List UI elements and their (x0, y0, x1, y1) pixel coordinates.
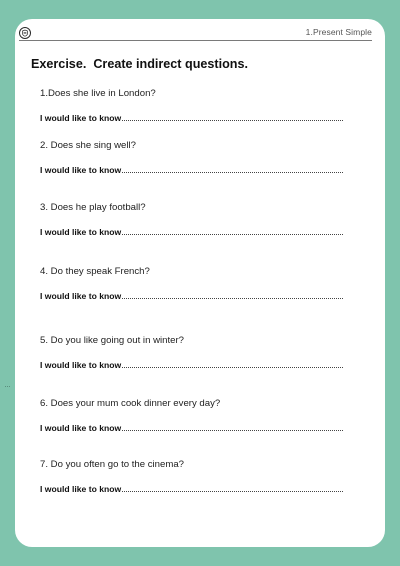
answer-prompt: I would like to know (40, 291, 122, 301)
answer-blank[interactable] (122, 298, 343, 299)
question-text: 2. Does she sing well? (40, 140, 136, 151)
question-text: 6. Does your mum cook dinner every day? (40, 398, 221, 409)
answer-line[interactable] (40, 421, 343, 433)
answer-blank[interactable] (122, 172, 343, 173)
topic-label: 1.Present Simple (305, 27, 372, 37)
worksheet-page (15, 19, 385, 547)
answer-prompt: I would like to know (40, 484, 122, 494)
question-text: 5. Do you like going out in winter? (40, 335, 184, 346)
answer-line[interactable] (40, 111, 343, 123)
question-text: 4. Do they speak French? (40, 266, 150, 277)
answer-prompt: I would like to know (40, 423, 122, 433)
answer-line[interactable] (40, 358, 343, 370)
side-mark (5, 386, 10, 387)
answer-blank[interactable] (122, 120, 343, 121)
answer-prompt: I would like to know (40, 227, 122, 237)
answer-line[interactable] (40, 225, 343, 237)
exercise-title: Exercise. Create indirect questions. (31, 57, 248, 71)
answer-prompt: I would like to know (40, 360, 122, 370)
question-text: 1.Does she live in London? (40, 88, 156, 99)
school-crest-icon (19, 27, 31, 39)
answer-blank[interactable] (122, 491, 343, 492)
answer-blank[interactable] (122, 367, 343, 368)
answer-blank[interactable] (122, 234, 343, 235)
answer-line[interactable] (40, 482, 343, 494)
answer-line[interactable] (40, 163, 343, 175)
answer-prompt: I would like to know (40, 165, 122, 175)
answer-blank[interactable] (122, 430, 343, 431)
question-text: 7. Do you often go to the cinema? (40, 459, 184, 470)
header-divider (19, 40, 372, 41)
answer-line[interactable] (40, 289, 343, 301)
answer-prompt: I would like to know (40, 113, 122, 123)
question-text: 3. Does he play football? (40, 202, 146, 213)
